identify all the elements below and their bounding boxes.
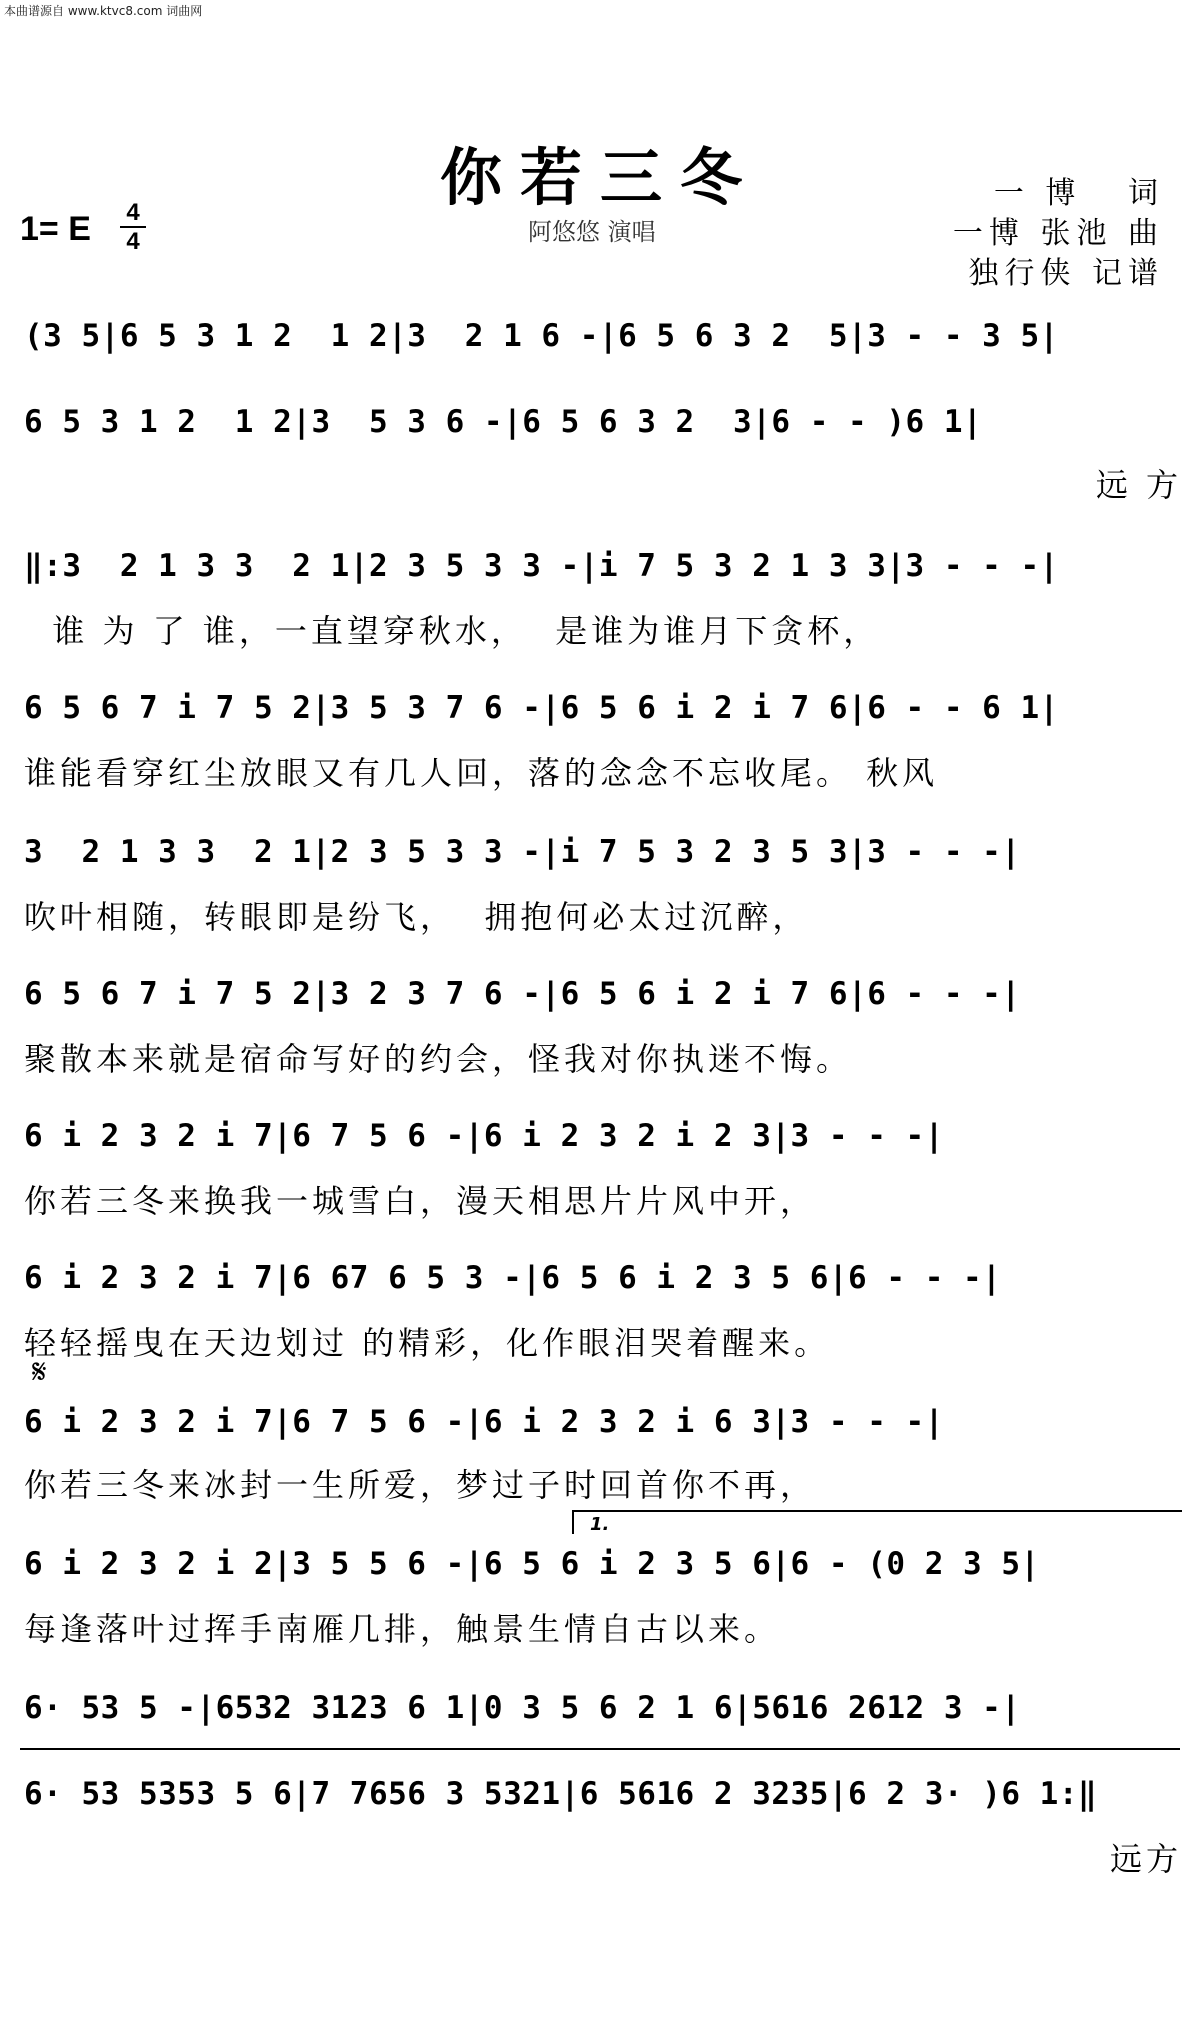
lyrics-system-10: 每逢落叶过挥手南雁几排，触景生情自古以来。 — [24, 1610, 781, 1648]
source-watermark: 本曲谱源自 www.ktvc8.com 词曲网 — [4, 4, 203, 18]
segno-sign: 𝄋 — [32, 1352, 47, 1392]
singer-credit: 阿悠悠 演唱 — [528, 218, 656, 246]
notation-system-10: 6 i 2 3 2 i 2|3 5 5 6 -|6 5 6 i 2 3 5 6|6 - (0 2 3 5| — [24, 1546, 1040, 1582]
notation-system-5: 3 2 1 3 3 2 1|2 3 5 3 3 -|i 7 5 3 2 3 5 3|3 - - -| — [24, 834, 1021, 870]
notation-system-3: ‖:3 2 1 3 3 2 1|2 3 5 3 3 -|i 7 5 3 2 1 3 3|3 - - -| — [24, 548, 1059, 584]
lyrics-system-8: 轻轻摇曳在天边划过 的精彩，化作眼泪哭着醒来。 — [24, 1324, 831, 1362]
notation-system-8: 6 i 2 3 2 i 7|6 67 6 5 3 -|6 5 6 i 2 3 5 6|6 - - -| — [24, 1260, 1002, 1296]
lyrics-system-2: 远 方 — [1095, 466, 1182, 504]
lyrics-system-3: 谁 为 了 谁，一直望穿秋水， 是谁为谁月下贪杯， — [24, 612, 880, 650]
notation-system-12: 6· 53 5353 5 6|7 7656 3 5321|6 5616 2 3235|6 2 3· )6 1:‖ — [24, 1776, 1098, 1812]
transcriber-credit: 独行侠 记谱 — [968, 256, 1164, 291]
first-ending-bracket — [572, 1510, 1182, 1534]
time-signature — [120, 200, 146, 254]
lyrics-system-7: 你若三冬来换我一城雪白，漫天相思片片风中开， — [24, 1182, 817, 1220]
section-divider — [20, 1748, 1180, 1750]
lyrics-system-9: 你若三冬来冰封一生所爱，梦过子时回首你不再， — [24, 1466, 817, 1504]
notation-system-2: 6 5 3 1 2 1 2|3 5 3 6 -|6 5 6 3 2 3|6 - - )6 1| — [24, 404, 983, 440]
notation-system-1: (3 5|6 5 3 1 2 1 2|3 2 1 6 -|6 5 6 3 2 5|3 - - 3 5| — [24, 318, 1059, 354]
composer-credit: 一博 张池 曲 — [952, 216, 1164, 251]
notation-system-7: 6 i 2 3 2 i 7|6 7 5 6 -|6 i 2 3 2 i 2 3|3 - - -| — [24, 1118, 944, 1154]
notation-system-9: 6 i 2 3 2 i 7|6 7 5 6 -|6 i 2 3 2 i 6 3|3 - - -| — [24, 1404, 944, 1440]
lyrics-system-12: 远方 — [1109, 1840, 1182, 1878]
time-signature-bottom: 4 — [126, 228, 140, 255]
lyrics-system-4: 谁能看穿红尘放眼又有几人回，落的念念不忘收尾。 秋风 — [24, 754, 939, 792]
notation-system-4: 6 5 6 7 i 7 5 2|3 5 3 7 6 -|6 5 6 i 2 i 7 6|6 - - 6 1| — [24, 690, 1059, 726]
time-signature-top: 4 — [126, 199, 140, 226]
lyrics-system-5: 吹叶相随，转眼即是纷飞， 拥抱何必太过沉醉， — [24, 898, 809, 936]
notation-system-11: 6· 53 5 -|6532 3123 6 1|0 3 5 6 2 1 6|5616 2612 3 -| — [24, 1690, 1021, 1726]
first-ending-label: 1. — [590, 1514, 610, 1535]
key-signature: 1= E — [20, 210, 91, 248]
notation-system-6: 6 5 6 7 i 7 5 2|3 2 3 7 6 -|6 5 6 i 2 i 7 6|6 - - -| — [24, 976, 1021, 1012]
lyricist-credit: 一 博 词 — [993, 176, 1164, 211]
lyrics-system-6: 聚散本来就是宿命写好的约会，怪我对你执迷不悔。 — [24, 1040, 853, 1078]
song-title: 你若三冬 — [439, 141, 760, 214]
